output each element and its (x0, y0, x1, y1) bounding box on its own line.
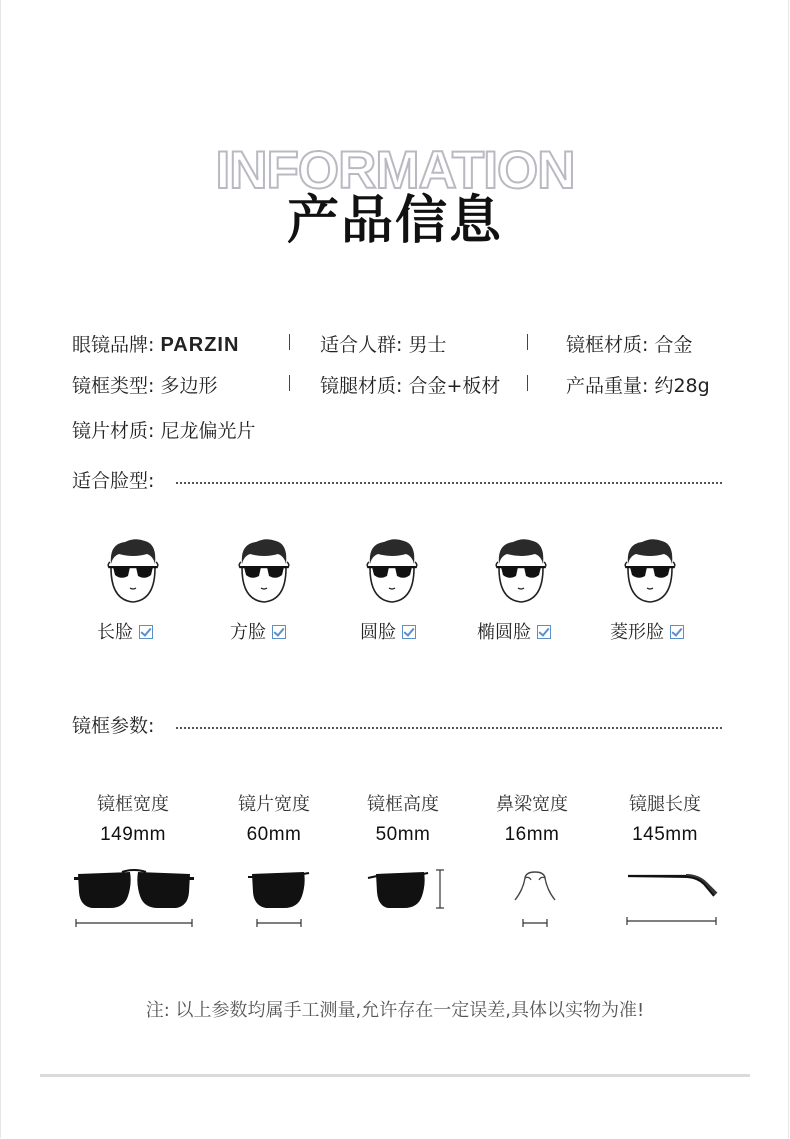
spec-value: 尼龙偏光片 (160, 420, 256, 442)
spec-key: 镜片材质: (72, 420, 155, 442)
spec-value: 约28g (654, 375, 710, 397)
spec-value: 合金 (654, 334, 693, 356)
param-name: 镜腿长度 (629, 794, 701, 815)
separator (527, 375, 528, 391)
spec-frame-type (72, 371, 217, 398)
spec-key: 适合人群: (320, 334, 403, 356)
face-option-diamond (610, 618, 684, 644)
param-frame-width (58, 790, 208, 846)
temple-length-illustration (624, 866, 720, 926)
title-english: INFORMATION (215, 141, 575, 200)
param-bridge-width (457, 790, 607, 846)
lens-width-illustration (247, 862, 311, 930)
spec-audience (320, 330, 446, 357)
spec-key: 产品重量: (566, 375, 649, 397)
round-face-icon (364, 538, 420, 604)
spec-temple-material (320, 371, 500, 398)
spec-value: 男士 (408, 334, 447, 356)
face-option-long (97, 618, 153, 644)
frame-height-illustration (366, 862, 450, 914)
param-name: 镜片宽度 (238, 794, 310, 815)
diamond-face-icon (622, 538, 678, 604)
face-option-round (360, 618, 416, 644)
spec-key: 镜腿材质: (320, 375, 403, 397)
spec-value: 多边形 (160, 375, 218, 397)
face-label-text: 椭圆脸 (477, 622, 531, 643)
face-label-text: 长脸 (97, 622, 133, 643)
face-option-square (230, 618, 286, 644)
spec-key: 镜框类型: (72, 375, 155, 397)
separator (289, 334, 290, 350)
bottom-divider (40, 1074, 750, 1077)
checkbox-icon (537, 625, 551, 639)
spec-lens-material (72, 416, 255, 443)
separator (527, 334, 528, 350)
param-value: 16mm (504, 824, 560, 845)
param-name: 镜框高度 (367, 794, 439, 815)
spec-key: 镜框材质: (566, 334, 649, 356)
param-value: 60mm (246, 824, 302, 845)
long-face-icon (105, 538, 161, 604)
face-section-label: 适合脸型: (72, 470, 155, 492)
checkbox-icon (139, 625, 153, 639)
dotted-leader (176, 482, 722, 484)
face-label-text: 菱形脸 (610, 622, 664, 643)
face-option-oval (477, 618, 551, 644)
bridge-width-illustration (509, 864, 561, 930)
face-label-text: 方脸 (230, 622, 266, 643)
spec-weight (566, 371, 710, 398)
param-name: 鼻梁宽度 (496, 794, 568, 815)
spec-frame-material (566, 330, 692, 357)
title-chinese: 产品信息 (286, 191, 503, 251)
oval-face-icon (493, 538, 549, 604)
param-name: 镜框宽度 (97, 794, 169, 815)
param-value: 50mm (375, 824, 431, 845)
checkbox-icon (670, 625, 684, 639)
separator (289, 375, 290, 391)
param-value: 149mm (100, 824, 166, 845)
spec-value: PARZIN (160, 334, 240, 356)
square-face-icon (236, 538, 292, 604)
param-value: 145mm (632, 824, 698, 845)
dotted-leader (176, 727, 722, 729)
checkbox-icon (272, 625, 286, 639)
face-label-text: 圆脸 (360, 622, 396, 643)
frame-width-illustration (72, 862, 196, 930)
checkbox-icon (402, 625, 416, 639)
param-temple-length (590, 790, 740, 846)
params-section-label: 镜框参数: (72, 715, 155, 737)
spec-key: 眼镜品牌: (72, 334, 155, 356)
param-lens-width (199, 790, 349, 846)
measurement-note: 注: 以上参数均属手工测量,允许存在一定误差,具体以实物为准! (145, 1000, 645, 1021)
param-frame-height (328, 790, 478, 846)
spec-value: 合金+板材 (408, 375, 501, 397)
spec-brand (72, 330, 239, 357)
